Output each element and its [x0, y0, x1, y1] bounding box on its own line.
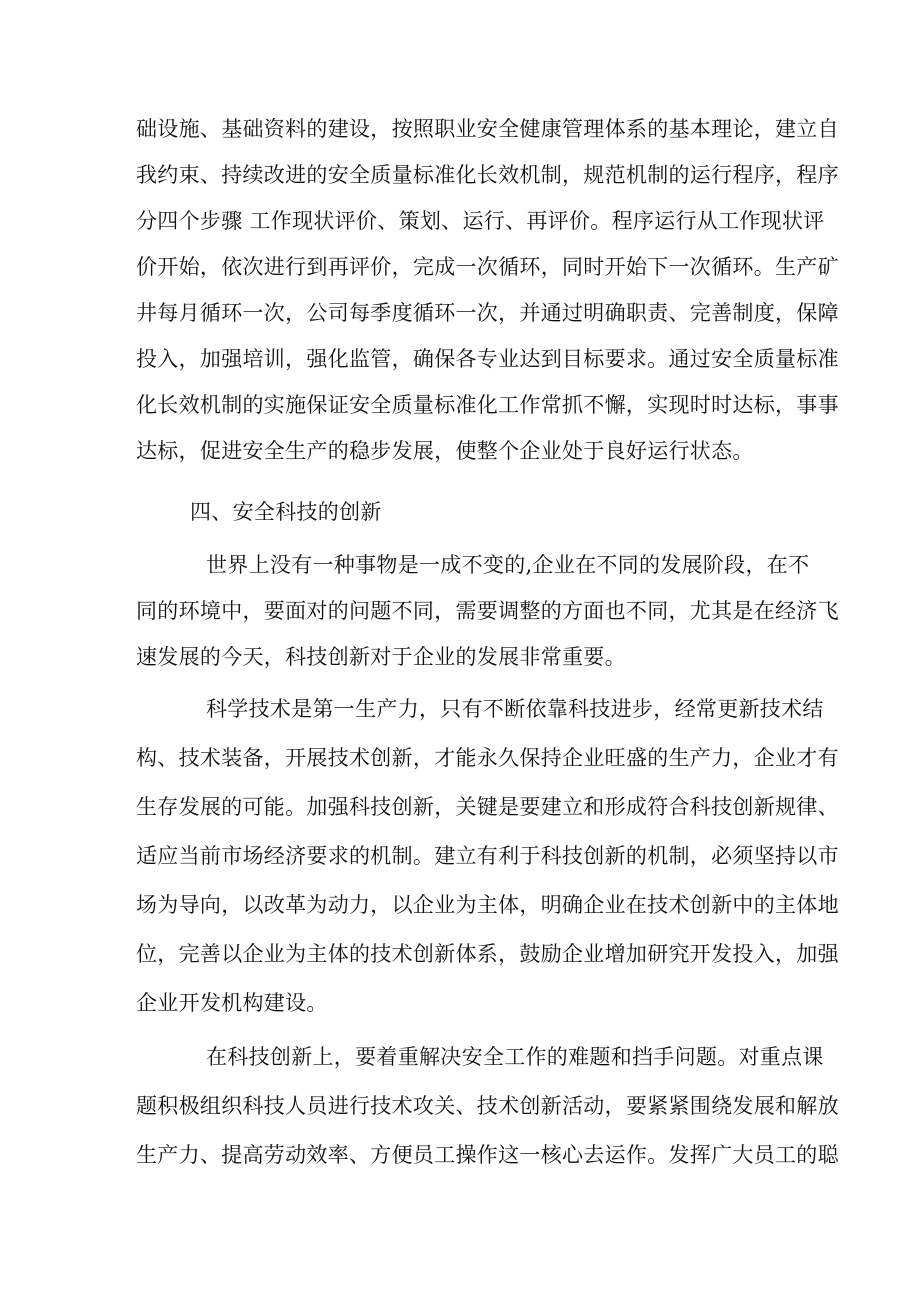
paragraph-line: 同的环境中，要面对的问题不同，需要调整的方面也不同，尤其是在经济飞	[136, 599, 839, 623]
paragraph-line: 世界上没有一种事物是一成不变的,企业在不同的发展阶段，在不	[206, 553, 810, 577]
section-heading: 四、安全科技的创新	[190, 500, 382, 524]
paragraph-line: 础设施、基础资料的建设，按照职业安全健康管理体系的基本理论，建立自	[136, 117, 839, 141]
paragraph-line: 题积极组织科技人员进行技术攻关、技术创新活动，要紧紧围绕发展和解放	[136, 1094, 839, 1118]
paragraph-line: 生存发展的可能。加强科技创新，关键是要建立和形成符合科技创新规律、	[136, 795, 839, 819]
paragraph-line: 分四个步骤 工作现状评价、策划、运行、再评价。程序运行从工作现状评	[136, 209, 825, 233]
paragraph-line: 投入，加强培训，强化监管，确保各专业达到目标要求。通过安全质量标准	[136, 347, 839, 371]
paragraph-line: 速发展的今天，科技创新对于企业的发展非常重要。	[136, 645, 626, 669]
paragraph-line: 在科技创新上，要着重解决安全工作的难题和挡手问题。对重点课	[206, 1045, 824, 1069]
paragraph-line: 我约束、持续改进的安全质量标准化长效机制，规范机制的运行程序，程序	[136, 163, 839, 187]
paragraph-line: 构、技术装备，开展技术创新，才能永久保持企业旺盛的生产力，企业才有	[136, 746, 839, 770]
paragraph-line: 位，完善以企业为主体的技术创新体系，鼓励企业增加研究开发投入，加强	[136, 942, 839, 966]
paragraph-line: 化长效机制的实施保证安全质量标准化工作常抓不懈，实现时时达标，事事	[136, 393, 839, 417]
paragraph-line: 科学技术是第一生产力，只有不断依靠科技进步，经常更新技术结	[206, 697, 824, 721]
paragraph-line: 适应当前市场经济要求的机制。建立有利于科技创新的机制，必须坚持以市	[136, 844, 839, 868]
paragraph-line: 达标，促进安全生产的稳步发展，使整个企业处于良好运行状态。	[136, 439, 754, 463]
paragraph-line: 生产力、提高劳动效率、方便员工操作这一核心去运作。发挥广大员工的聪	[136, 1143, 839, 1167]
paragraph-line: 场为导向，以改革为动力，以企业为主体，明确企业在技术创新中的主体地	[136, 893, 839, 917]
paragraph-line: 井每月循环一次，公司每季度循环一次，并通过明确职责、完善制度，保障	[136, 301, 839, 325]
paragraph-line: 价开始，依次进行到再评价，完成一次循环，同时开始下一次循环。生产矿	[136, 255, 839, 279]
paragraph-line: 企业开发机构建设。	[136, 991, 328, 1015]
